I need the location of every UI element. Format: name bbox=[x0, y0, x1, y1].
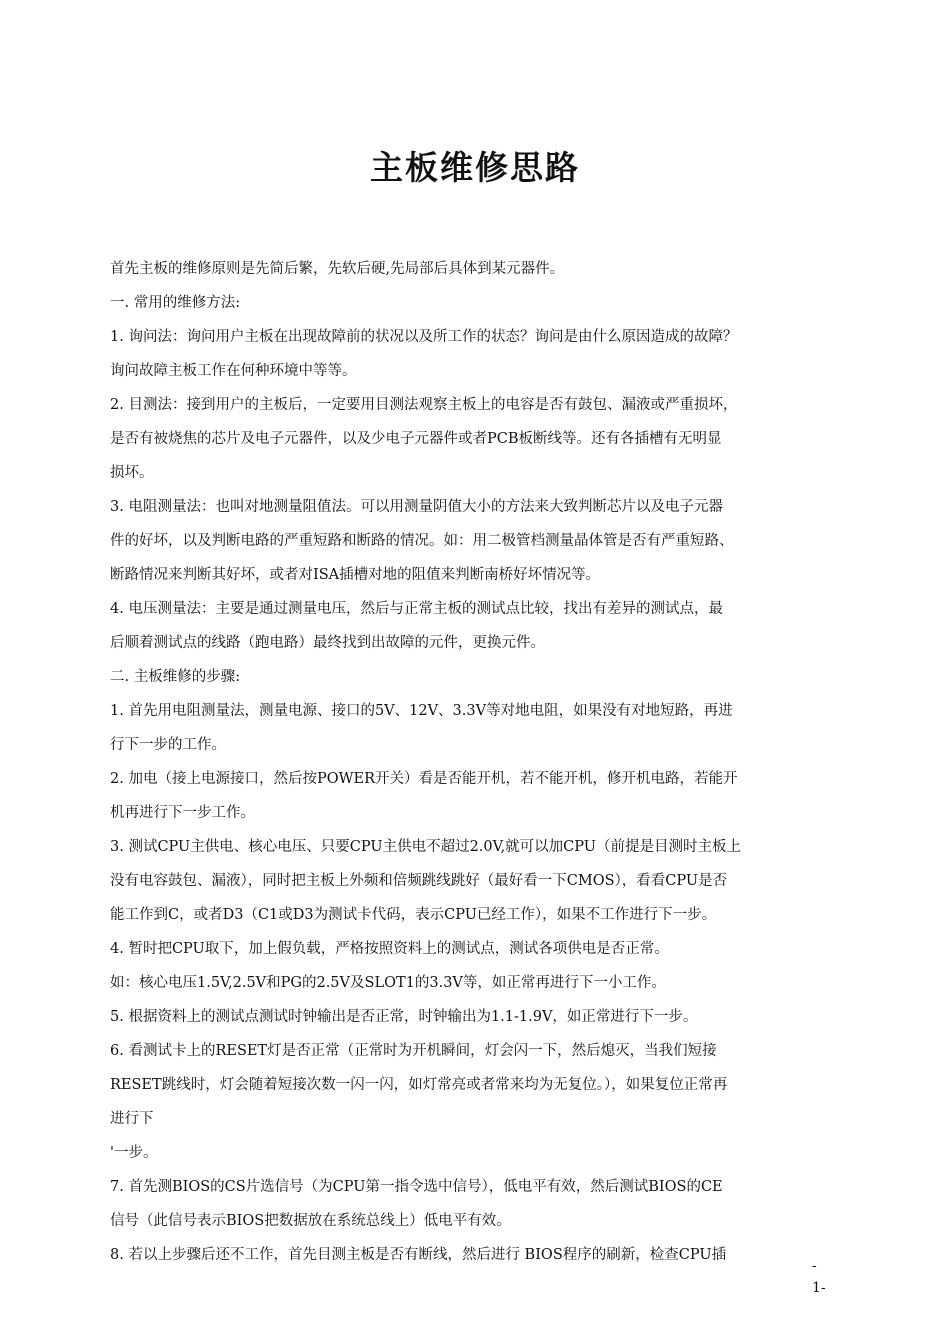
document-title: 主板维修思路 bbox=[370, 148, 580, 187]
text-line: 2. 加电（接上电源接口，然后按POWER开关）看是否能开机，若不能开机，修开机电路，若能开 bbox=[110, 771, 738, 787]
text-line: 没有电容鼓包、漏液），同时把主板上外频和倍频跳线跳好（最好看一下CMOS），看看CPU是否 bbox=[110, 873, 728, 889]
text-line: 1. 首先用电阻测量法，测量电源、接口的5V、12V、3.3V等对地电阻，如果没有对地短路，再进 bbox=[110, 703, 733, 719]
text-line: 二. 主板维修的步骤: bbox=[110, 669, 241, 685]
text-line: 能工作到C，或者D3（C1或D3为测试卡代码，表示CPU已经工作），如果不工作进行下一步。 bbox=[110, 907, 717, 923]
text-line: 2. 目测法：接到用户的主板后，一定要用目测法观察主板上的电容是否有鼓包、漏液或严重损坏， bbox=[110, 397, 738, 413]
text-line: 件的好坏，以及判断电路的严重短路和断路的情况。如：用二极管档测量晶体管是否有严重短路、 bbox=[110, 533, 734, 549]
text-line: 4. 暂时把CPU取下，加上假负载，严格按照资料上的测试点，测试各项供电是否正常。 bbox=[110, 941, 669, 957]
text-line: 5. 根据资料上的测试点测试时钟输出是否正常，时钟输出为1.1-1.9V，如正常进行下一步。 bbox=[110, 1009, 698, 1025]
text-line: 首先主板的维修原则是先简后繁，先软后硬,先局部后具体到某元器件。 bbox=[110, 261, 565, 277]
text-line: 询问故障主板工作在何种环境中等等。 bbox=[110, 363, 357, 379]
text-line: 7. 首先测BIOS的CS片选信号（为CPU第一指令选中信号），低电平有效，然后测试BIOS的CE bbox=[110, 1179, 723, 1195]
text-line: 1. 询问法：询问用户主板在出现故障前的状况以及所工作的状态？询问是由什么原因造成的故障？ bbox=[110, 329, 738, 345]
text-line: RESET跳线时，灯会随着短接次数一闪一闪，如灯常亮或者常来均为无复位。），如果复位正常再 bbox=[110, 1077, 728, 1093]
text-line: 8. 若以上步骤后还不工作，首先目测主板是否有断线，然后进行 BIOS程序的刷新，检查CPU插 bbox=[110, 1247, 727, 1263]
text-line: 行下一步的工作。 bbox=[110, 737, 226, 753]
page-number bbox=[812, 1255, 842, 1299]
text-line: 4. 电压测量法：主要是通过测量电压，然后与正常主板的测试点比较，找出有差异的测试点，最 bbox=[110, 601, 723, 617]
text-line: 损坏。 bbox=[110, 465, 154, 481]
text-line: 机再进行下一步工作。 bbox=[110, 805, 255, 821]
page-number-dash: - bbox=[812, 1258, 817, 1274]
text-line: 信号（此信号表示BIOS把数据放在系统总线上）低电平有效。 bbox=[110, 1213, 511, 1229]
text-line: 断路情况来判断其好坏，或者对ISA插槽对地的阻值来判断南桥好坏情况等。 bbox=[110, 567, 601, 583]
text-line: 进行下 bbox=[110, 1111, 154, 1127]
text-line: 3. 测试CPU主供电、核心电压、只要CPU主供电不超过2.0V,就可以加CPU（前提是目测时主板上 bbox=[110, 839, 741, 855]
text-line: 一. 常用的维修方法: bbox=[110, 295, 241, 311]
text-line: 6. 看测试卡上的RESET灯是否正常（正常时为开机瞬间，灯会闪一下，然后熄灭，当我们短接 bbox=[110, 1043, 717, 1059]
document-body bbox=[110, 252, 850, 1272]
text-line: 是否有被烧焦的芯片及电子元器件，以及少电子元器件或者PCB板断线等。还有各插槽有无明显 bbox=[110, 431, 722, 447]
text-line: 如：核心电压1.5V,2.5V和PG的2.5V及SLOT1的3.3V等，如正常再进行下一小工作。 bbox=[110, 975, 666, 991]
text-line: 3. 电阻测量法：也叫对地测量阻值法。可以用测量阴值大小的方法来大致判断芯片以及电子元器 bbox=[110, 499, 723, 515]
text-line: '一步。 bbox=[110, 1145, 158, 1161]
text-line: 后顺着测试点的线路（跑电路）最终找到出故障的元件，更换元件。 bbox=[110, 635, 545, 651]
page-number-value: 1- bbox=[812, 1280, 826, 1296]
